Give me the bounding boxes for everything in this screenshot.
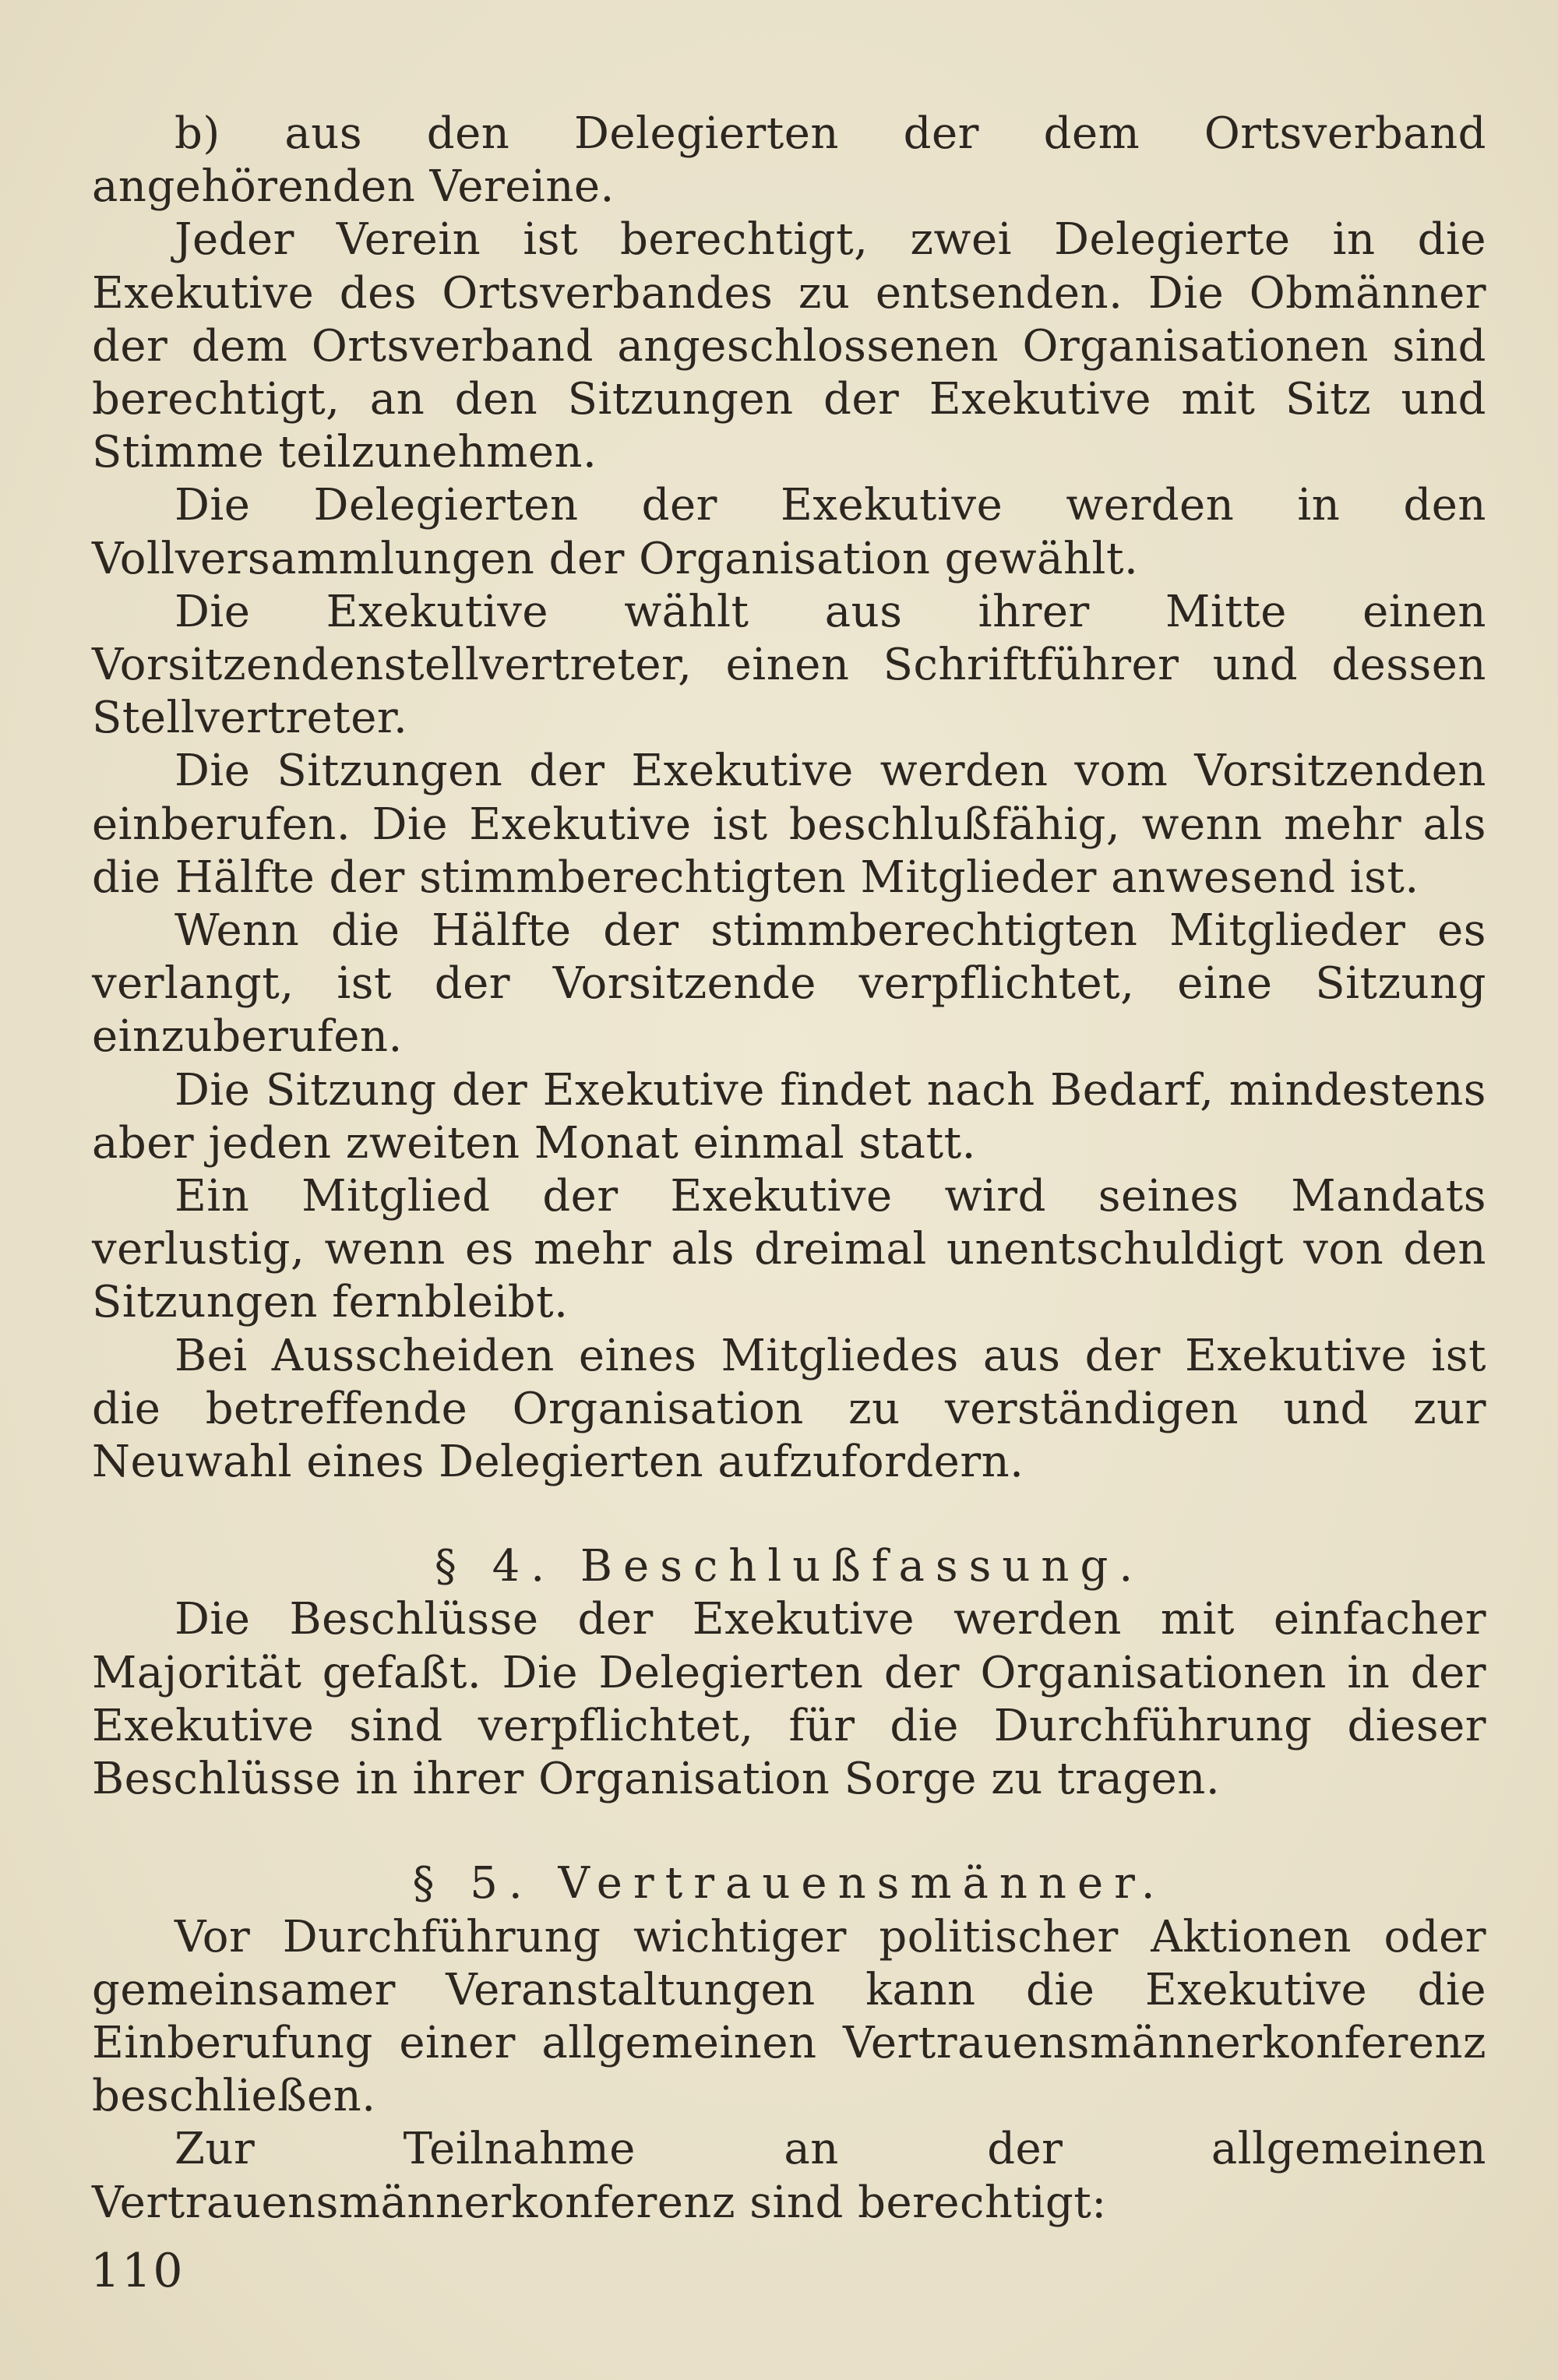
paragraph-conference-participants: Zur Teilnahme an der allgemeinen Vertrauensmännerkonferenz sind berechtigt:	[92, 2124, 1486, 2228]
page-number: 110	[90, 2244, 185, 2298]
paragraph-mandate-loss: Ein Mitglied der Exekutive wird seines Mandats verlustig, wenn es mehr als dreimal unentschuldigt von den Sitzungen fernbleibt.	[92, 1171, 1486, 1328]
paragraph-resolutions: Die Beschlüsse der Exekutive werden mit einfacher Majorität gefaßt. Die Delegierten der Organisationen in der Exekutive sind verpflichtet, für die Durchführung dieser Beschlüsse in ihrer Organisation Sorge zu tragen.	[92, 1594, 1486, 1805]
page-body	[92, 108, 1486, 2230]
section-heading-4: § 4. Beschlußfassung.	[434, 1541, 1144, 1592]
paragraph-club-delegates: Jeder Verein ist berechtigt, zwei Delegierte in die Exekutive des Ortsverbandes zu entsenden. Die Obmänner der dem Ortsverband angeschlossenen Organisationen sind berechtigt, an den Sitzungen der Exekutive mit Sitz und Stimme teilzunehmen.	[92, 214, 1486, 478]
paragraph-member-replacement: Bei Ausscheiden eines Mitgliedes aus der Exekutive ist die betreffende Organisation zu verständigen und zur Neuwahl eines Delegierten aufzufordern.	[92, 1330, 1486, 1488]
paragraph-trustee-conference: Vor Durchführung wichtiger politischer Aktionen oder gemeinsamer Veranstaltungen kann die Exekutive die Einberufung einer allgemeinen Vertrauensmännerkonferenz beschließen.	[92, 1911, 1486, 2122]
paragraph-session-frequency: Die Sitzung der Exekutive findet nach Bedarf, mindestens aber jeden zweiten Monat einmal statt.	[92, 1064, 1486, 1169]
heading-spacer	[92, 1806, 1486, 1857]
paragraph-delegate-election: Die Delegierten der Exekutive werden in den Vollversammlungen der Organisation gewählt.	[92, 480, 1486, 584]
section-heading-5: § 5. Vertrauensmänner.	[412, 1858, 1166, 1909]
paragraph-session-quorum: Die Sitzungen der Exekutive werden vom Vorsitzenden einberufen. Die Exekutive ist beschlußfähig, wenn mehr als die Hälfte der stimmberechtigten Mitglieder anwesend ist.	[92, 746, 1486, 903]
heading-spacer	[92, 1489, 1486, 1540]
paragraph-session-request: Wenn die Hälfte der stimmberechtigten Mitglieder es verlangt, ist der Vorsitzende verpflichtet, eine Sitzung einzuberufen.	[92, 905, 1486, 1063]
paragraph-executive-officers: Die Exekutive wählt aus ihrer Mitte einen Vorsitzendenstellvertreter, einen Schriftführer und dessen Stellvertreter.	[92, 586, 1486, 744]
paragraph-delegates-member-clubs: b) aus den Delegierten der dem Ortsverband angehörenden Vereine.	[92, 108, 1486, 213]
